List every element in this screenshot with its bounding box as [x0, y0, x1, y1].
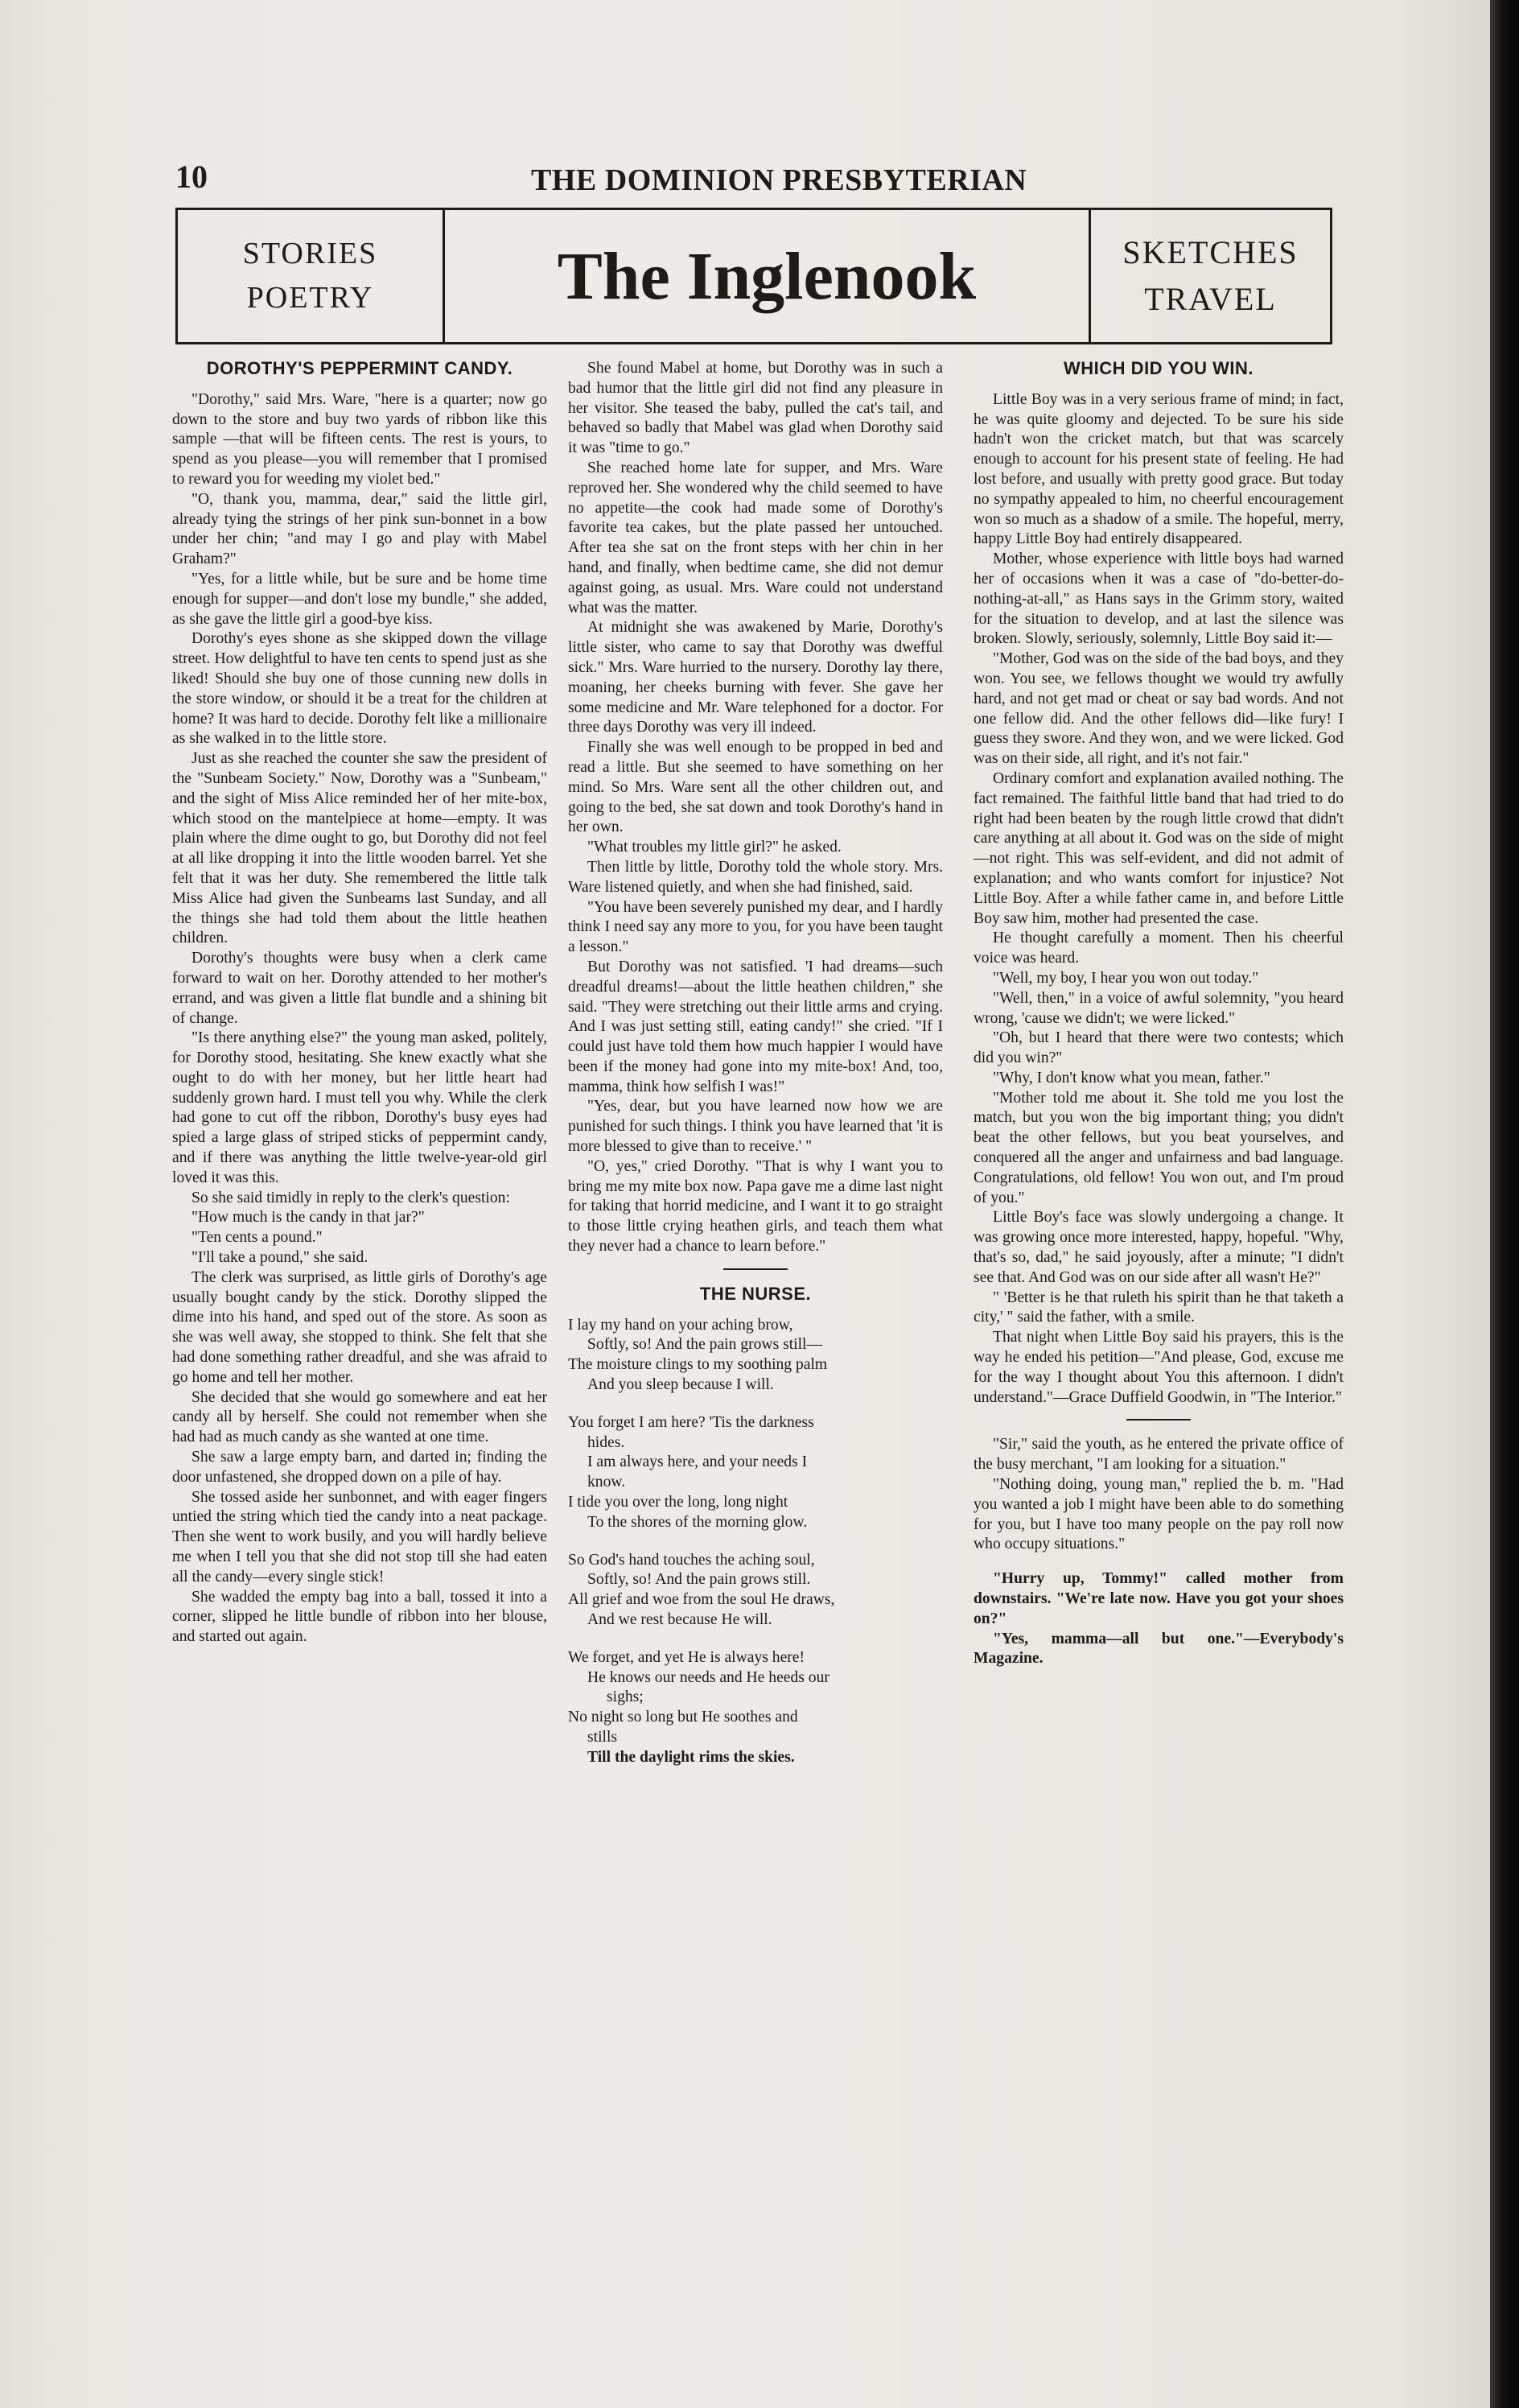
paragraph: But Dorothy was not satisfied. 'I had dreams—such dreadful dreams!—about the little heathen children," she said. "They were stretching out their little arms and crying. And I was just setting still, eating candy!" she cried. "If I could just have told them how much happier I would have been if the money had gone into my mite-box! And, too, mamma, think how selfish I was!" [568, 958, 943, 1095]
column-1 [172, 359, 547, 1647]
poem-line: I am always here, and your needs I [587, 1453, 808, 1471]
paragraph: " 'Better is he that ruleth his spirit than he that taketh a city,' " said the father, with a smile. [974, 1289, 1344, 1326]
paragraph: "Nothing doing, young man," replied the b. m. "Had you wanted a job I might have been able to do something for you, but I have too many people on the pay roll now who occupy situations." [974, 1476, 1344, 1553]
poem-line: I tide you over the long, long night [568, 1494, 788, 1511]
paragraph: He thought carefully a moment. Then his cheerful voice was heard. [974, 930, 1344, 967]
story-title: DOROTHY'S PEPPERMINT CANDY. [206, 358, 513, 378]
paragraph: "What troubles my little girl?" he asked. [587, 839, 842, 856]
story-title: WHICH DID YOU WIN. [1064, 358, 1253, 378]
anecdotes [974, 1435, 1344, 1669]
poem-line: And you sleep because I will. [587, 1376, 774, 1394]
paragraph: She wadded the empty bag into a ball, tossed it into a corner, slipped he little bundle of ribbon into her blouse, and started out again. [172, 1588, 547, 1646]
running-head: THE DOMINION PRESBYTERIAN [531, 163, 1027, 197]
paragraph: "Mother told me about it. She told me you lost the match, but you won the big important thing; you didn't beat the other fellows, but you beat yourselves, and conquered all the anger and unfairness and bad language. Congratulations, old fellow! You won out, and I'm proud of you." [974, 1089, 1344, 1206]
poem-title: THE NURSE. [699, 1283, 812, 1304]
masthead-title: The Inglenook [557, 238, 977, 314]
section-divider [723, 1268, 788, 1270]
paragraph: "Is there anything else?" the young man asked, politely, for Dorothy stood, hesitating. She knew exactly what she ought to do with her money, but her little heart had suddenly grown hard. I must tell you why. While the clerk had gone to cut off the ribbon, Dorothy's busy eyes had spied a large glass of striped sticks of peppermint candy, and if there was anything the little twelve-year-old girl loved it was this. [172, 1029, 547, 1186]
poem-line: And we rest because He will. [587, 1611, 772, 1629]
masthead-left-line-1: STORIES [242, 236, 378, 270]
poem-line: To the shores of the morning glow. [587, 1513, 808, 1531]
paragraph: "Yes, dear, but you have learned now how we are punished for such things. I think you have learned that 'it is more blessed to give than to receive.' " [568, 1098, 943, 1156]
poem-line: Till the daylight rims the skies. [587, 1748, 795, 1766]
paragraph: "I'll take a pound," she said. [191, 1249, 368, 1267]
paragraph: She tossed aside her sunbonnet, and with eager fingers untied the string which tied the candy into a neat package. Then she went to work busily, and you will hardly believe me when I tell you that she did not stop till she had eaten all the candy—every single stick! [172, 1488, 547, 1585]
poem-line: So God's hand touches the aching soul, [568, 1551, 815, 1569]
poem-line: The moisture clings to my soothing palm [568, 1356, 828, 1374]
story-body [172, 390, 547, 1647]
masthead-left-line-2: POETRY [246, 281, 374, 315]
poem-line: Softly, so! And the pain grows still— [587, 1336, 823, 1354]
poem-line: hides. [587, 1433, 625, 1451]
spacer [974, 1555, 1344, 1569]
paragraph: "O, yes," cried Dorothy. "That is why I want you to bring me my mite box now. Papa gave me a dime last night for taking that horrid medicine, and I want it to go straight to those little crying heathen girls, and teach them what they never had a chance to learn before." [568, 1157, 943, 1256]
poem-line: stills [587, 1729, 618, 1746]
paragraph: Just as she reached the counter she saw the president of the "Sunbeam Society." Now, Dorothy was a "Sunbeam," and the sight of Miss Alice reminded her of her mite-box, which stood on the mantelpiece at home—empty. It was plain where the dime ought to go, but Dorothy did not feel at all like dropping it into the little wooden barrel. Yet she felt that it was her duty. She remembered the little talk Miss Alice had given the Sunbeams last Sunday, and all the things she had told them about the little heathen children. [172, 750, 547, 947]
column-3 [974, 359, 1344, 1669]
paragraph: "Ten cents a pound." [191, 1229, 323, 1247]
poem-stanza [568, 1648, 943, 1768]
paragraph: Ordinary comfort and explanation availed nothing. The fact remained. The faithful little band that had tried to do right had been beaten by the rough little crowd that didn't care anything at all about it. God was on the side of might—not right. This was self-evident, and did not admit of explanation; and who wants comfort for injustice? Not Little Boy. After a while father came in, and before Little Boy saw him, mother had presented the case. [974, 769, 1344, 927]
poem-stanza [568, 1551, 943, 1631]
paragraph: "Hurry up, Tommy!" called mother from downstairs. "We're late now. Have you got your shoes on?" [974, 1570, 1344, 1627]
paragraph: That night when Little Boy said his prayers, this is the way he ended his petition—"And please, God, excuse me for the way I thought about You this afternoon. I didn't understand."—Grace Duffield Goodwin, in "The Interior." [974, 1329, 1344, 1406]
paragraph: She reached home late for supper, and Mrs. Ware reproved her. She wondered why the child seemed to have no appetite—the cook had made some of Dorothy's favorite tea cakes, but the plate passed her untouched. After tea she sat on the front steps with her chin in her hand, and finally, when bedtime came, she did not demur against going, as usual. Mrs. Ware could not understand what was the matter. [568, 459, 943, 616]
paragraph: "You have been severely punished my dear, and I hardly think I need say any more to you, for you have been taught a lesson." [568, 898, 943, 956]
masthead-left [178, 210, 445, 342]
section-divider [1126, 1419, 1191, 1420]
paragraph: Little Boy's face was slowly undergoing a change. It was growing once more interested, happy, hopeful. "Why, that's so, dad," he said joyously, after a minute; "I didn't see that. And God was on our side after all wasn't He?" [974, 1209, 1344, 1286]
paragraph: "How much is the candy in that jar?" [191, 1209, 425, 1227]
paragraph: "Yes, mamma—all but one."—Everybody's Magazine. [974, 1630, 1344, 1668]
paragraph: Dorothy's eyes shone as she skipped down the village street. How delightful to have ten cents to spend just as she liked! Should she buy one of those cunning new dolls in the store window, or should it be a treat for the children at home? It was hard to decide. Dorothy felt like a millionaire as she walked in to the little store. [172, 630, 547, 748]
paragraph: "O, thank you, mamma, dear," said the little girl, already tying the strings of her pink sun-bonnet in a bow under her chin; "and may I go and play with Mabel Graham?" [172, 490, 547, 568]
poem-body [568, 1316, 943, 1768]
paragraph: She saw a large empty barn, and darted in; finding the door unfastened, she dropped down on a pile of hay. [172, 1449, 547, 1486]
poem-line: No night so long but He soothes and [568, 1709, 798, 1726]
poem-line: He knows our needs and He heeds our [587, 1668, 829, 1686]
poem-line: You forget I am here? 'Tis the darkness [568, 1413, 814, 1431]
poem-stanza [568, 1413, 943, 1533]
poem-line: We forget, and yet He is always here! [568, 1648, 805, 1666]
paragraph: She found Mabel at home, but Dorothy was in such a bad humor that the little girl did not find any pleasure in her visitor. She teased the baby, pulled the cat's tail, and behaved so badly that Mabel was glad when Dorothy said it was "time to go." [568, 360, 943, 457]
poem-line: know. [587, 1474, 626, 1491]
paragraph: Dorothy's thoughts were busy when a clerk came forward to wait on her. Dorothy attended to her mother's errand, and was given a little flat bundle and a shining bit of change. [172, 950, 547, 1027]
column-2 [568, 359, 943, 1786]
poem-stanza [568, 1316, 943, 1396]
paragraph: Then little by little, Dorothy told the whole story. Mrs. Ware listened quietly, and when she had finished, said. [568, 858, 943, 896]
poem-line: Softly, so! And the pain grows still. [587, 1571, 811, 1589]
poem-line: All grief and woe from the soul He draws, [568, 1591, 835, 1609]
story-body [974, 390, 1344, 1408]
paragraph: "Yes, for a little while, but be sure and be home time enough for supper—and don't lose my bundle," she added, as she gave the little girl a good-bye kiss. [172, 570, 547, 628]
paragraph: "Well, then," in a voice of awful solemnity, "you heard wrong, 'cause we didn't; we were licked." [974, 989, 1344, 1027]
poem-line: I lay my hand on your aching brow, [568, 1316, 793, 1334]
page-binding-shadow [1490, 0, 1519, 2408]
masthead [175, 208, 1332, 344]
masthead-right-line-1: SKETCHES [1122, 234, 1299, 270]
paragraph: The clerk was surprised, as little girls of Dorothy's age usually bought candy by the stick. Dorothy slipped the dime into his hand, and sped out of the store. As soon as she was well away, she stopped to think. She felt that she had done something rather dreadful, and she was afraid to go home and tell her mother. [172, 1268, 547, 1386]
paragraph: "Sir," said the youth, as he entered the private office of the busy merchant, "I am looking for a situation." [974, 1436, 1344, 1474]
paragraph: She decided that she would go somewhere and eat her candy all by herself. She could not remember when she had had as much candy as she wanted at one time. [172, 1388, 547, 1446]
masthead-right-line-2: TRAVEL [1144, 281, 1277, 317]
paragraph: Little Boy was in a very serious frame of mind; in fact, he was quite gloomy and dejected. To be sure his side hadn't won the cricket match, but that was scarcely enough to account for his present state of feeling. He had lost before, and usually with pretty good grace. But today no sympathy appealed to him, no cheerful encouragement won so much as a shadow of a smile. The hopeful, merry, happy Little Boy had entirely disappeared. [974, 390, 1344, 548]
story-continuation [568, 359, 943, 1257]
masthead-right [1089, 210, 1330, 342]
paragraph: Mother, whose experience with little boys had warned her of occasions when it was a case of "do-better-do-nothing-at-all," as Hans says in the Grimm story, waited for the situation to develop, and at last the silence was broken. Slowly, seriously, solemnly, Little Boy said it:— [974, 550, 1344, 648]
page-number: 10 [175, 159, 208, 195]
paragraph: "Oh, but I heard that there were two contests; which did you win?" [974, 1029, 1344, 1067]
paragraph: So she said timidly in reply to the clerk's question: [191, 1189, 510, 1206]
paragraph: At midnight she was awakened by Marie, Dorothy's little sister, who came to say that Dorothy was dwefful sick." Mrs. Ware hurried to the nursery. Dorothy lay there, moaning, her cheeks burning with fever. She gave her some medicine and Mr. Ware telephoned for a doctor. For three days Dorothy was very ill indeed. [568, 619, 943, 736]
paragraph: Finally she was well enough to be propped in bed and read a little. But she seemed to have something on her mind. So Mrs. Ware sent all the other children out, and going to the bed, she sat down and took Dorothy's hand in her own. [568, 739, 943, 836]
paragraph: "Mother, God was on the side of the bad boys, and they won. You see, we fellows thought we would try awfully hard, and not get mad or cheat or say bad words. And not one fellow did. And the other fellows did—like fury! I guess they swore. And they won, and we were licked. God was on their side, all right, and it's not fair." [974, 650, 1344, 768]
paragraph: "Why, I don't know what you mean, father." [993, 1069, 1270, 1086]
paragraph: "Well, my boy, I hear you won out today." [993, 969, 1259, 987]
paragraph: "Dorothy," said Mrs. Ware, "here is a quarter; now go down to the store and buy two yards of ribbon like this sample —that will be fifteen cents. The rest is yours, to spend as you please—you will remember that I promised to reward you for weeding my violet bed." [172, 390, 547, 488]
poem-line: sighs; [607, 1688, 644, 1706]
